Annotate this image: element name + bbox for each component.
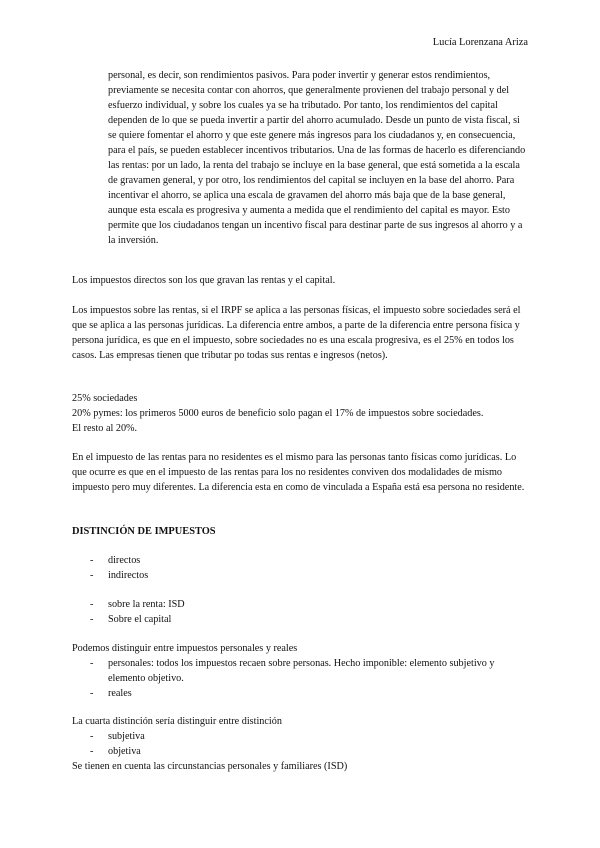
paragraph-subjective-objective: [72, 714, 532, 774]
paragraph-text: Se tienen en cuenta las circunstancias personales y familiares (ISD): [72, 761, 348, 772]
paragraph-text: La cuarta distinción sería distinguir entre distinción: [72, 716, 282, 727]
rate-line: 25% sociedades: [72, 393, 138, 404]
paragraph-text: Los impuestos sobre las rentas, si el IRPF se aplica a las personas físicas, el impuesto sobre sociedades será el que se aplica a las personas jurídicas. La diferencia entre ambos, a parte de la diferencia entre persona física y persona jurídica, es que en el impuesto, sobre sociedades no es una escala progresiva, es el 25% en todos los casos. Las empresas tienen que tributar po todas sus rentas e ingresos (netos).: [72, 305, 521, 361]
quote-paragraph: [108, 68, 530, 248]
paragraph-text: En el impuesto de las rentas para no residentes es el mismo para las personas tanto físicas como jurídicas. Lo que ocurre es que en el impuesto de las rentas para los no residentes conviven dos modalidades de mismo impuesto pero muy diferentes. La diferencia esta en como de vinculada a España está esa persona no residente.: [72, 452, 525, 493]
list-item: - personales: todos los impuestos recaen sobre personas. Hecho imponible: elemento subjetivo y elemento objetivo.: [72, 656, 532, 686]
paragraph-personal-real: [72, 641, 532, 701]
paragraph-text: Podemos distinguir entre impuestos personales y reales: [72, 643, 298, 654]
quote-text: personal, es decir, son rendimientos pasivos. Para poder invertir y generar estos rendimientos, previamente se necesita contar con ahorros, que generalmente provienen del trabajo personal y del esfuerzo individual, y sobre los cuales ya se ha tributado. Por tanto, los rendimientos del capital dependen de lo que se pueda invertir a partir del ahorro acumulado. Desde un punto de vista fiscal, si se quiere fomentar el ahorro y que este genere más ingresos para los ciudadanos y, en consecuencia, para el país, se pueden establecer incentivos tributarios. Una de las formas de hacerlo es diferenciando las rentas: por un lado, la renta del trabajo se incluye en la base general, que está sometida a la escala de gravamen general, y por otro, los rendimientos del capital se incluyen en la base del ahorro. Para incentivar el ahorro, se aplica una escala de gravamen del ahorro más baja que de la base general, aunque esta escala es progresiva y aumenta a medida que el rendimiento del capital es mayor. Esto permite que los ciudadanos tengan un incentivo fiscal para destinar parte de sus ingresos al ahorro y a la inversión.: [108, 70, 526, 246]
rate-line: El resto al 20%.: [72, 423, 138, 434]
list-item: - Sobre el capital: [72, 612, 532, 627]
rates-block: [72, 391, 532, 436]
list-item: - reales: [72, 686, 532, 701]
list-item: - indirectos: [72, 568, 532, 583]
list-item: - subjetiva: [72, 729, 532, 744]
heading-text: DISTINCIÓN DE IMPUESTOS: [72, 526, 216, 537]
list-item: - sobre la renta: ISD: [72, 597, 532, 612]
list-item: - directos: [72, 553, 532, 568]
paragraph-text: Los impuestos directos son los que gravan las rentas y el capital.: [72, 275, 336, 286]
paragraph-direct-taxes: [72, 273, 532, 288]
list-renta-capital: [72, 597, 532, 627]
paragraph-income-taxes: [72, 303, 532, 363]
rate-line: 20% pymes: los primeros 5000 euros de beneficio solo pagan el 17% de impuestos sobre sociedades.: [72, 408, 484, 419]
list-item: - objetiva: [72, 744, 532, 759]
paragraph-non-residents: [72, 450, 532, 495]
list-direct-indirect: [72, 553, 532, 583]
section-heading: [72, 524, 532, 539]
author-header: Lucía Lorenzana Ariza: [432, 37, 528, 48]
